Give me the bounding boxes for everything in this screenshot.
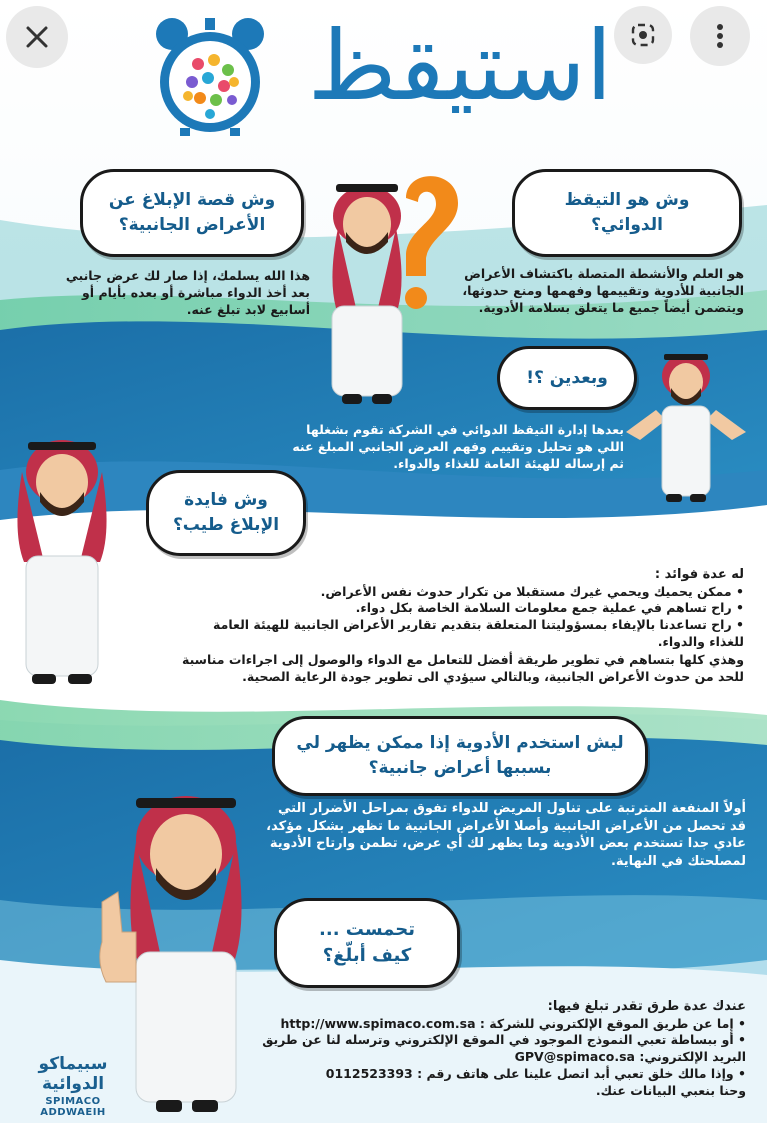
close-icon	[24, 24, 50, 50]
how-report-question-line2: كيف أبلّغ؟	[322, 945, 412, 966]
story-answer: هذا الله يسلمك، إذا صار لك عرض جانبي بعد أخذ الدواء مباشرة أو بعده بأيام أو أسابيع لابد تبلغ عنه.	[65, 268, 310, 317]
how-report-block	[236, 998, 746, 1100]
how-report-closing: وحنا بنعبي البيانات عنك.	[595, 1083, 746, 1099]
what-is-bubble	[512, 169, 742, 257]
how-report-intro: عندك عدة طرق تقدر تبلغ فيها:	[547, 999, 746, 1014]
benefit-list	[200, 584, 744, 652]
what-is-question-line1: وش هو التيقظ	[564, 190, 690, 211]
website-line: • إما عن طريق الموقع الإلكتروني للشركة : http://www.spimaco.com.sa	[280, 1015, 746, 1031]
close-button[interactable]	[6, 6, 68, 68]
form-line: • أو ببساطة تعبي النموذج الموجود في الموقع الإلكتروني وترسله لنا عن طريق البريد الإلكتروني: GPV@spimaco.sa	[262, 1032, 746, 1065]
then-answer: بعدها إدارة التيقظ الدوائي في الشركة تقوم بشغلها اللي هو تحليل وتقييم وفهم العرض الجانبي المبلغ عنه ثم إرساله للهيئة العامة للغذاء والدواء.	[292, 422, 624, 471]
website-link[interactable]: http://www.spimaco.com.sa	[280, 1015, 476, 1031]
form-label: أو ببساطة تعبي النموذج الموجود في الموقع الإلكتروني وترسله لنا عن طريق البريد الإلكتروني:	[262, 1032, 746, 1065]
why-use-question-line2: بسببها أعراض جانبية؟	[368, 758, 552, 778]
why-use-bubble	[272, 716, 648, 796]
list-item: • راح تساهم في عملية جمع معلومات السلامة الخاصة بكل دواء.	[200, 600, 744, 617]
list-item: • ممكن يحميك ويحمي غيرك مستقبلا من تكرار حدوث نفس الأعراض.	[200, 584, 744, 601]
brand-arabic: سبيماكو الدوائية	[38, 1054, 108, 1094]
brand-logo	[14, 1054, 132, 1118]
character-thinking-icon	[318, 158, 468, 408]
phone-label: وإذا مالك خلق تعبي أبد اتصل علينا على هاتف رقم :	[417, 1066, 734, 1082]
alarm-clock-icon	[150, 12, 270, 137]
what-is-question-line2: الدوائي؟	[591, 215, 663, 235]
how-report-question-line1: تحمست ...	[319, 918, 415, 940]
benefit-intro: له عدة فوائد :	[654, 567, 744, 582]
page-title: استيقظ	[307, 10, 613, 122]
benefit-question-line2: الإبلاغ طيب؟	[172, 515, 280, 535]
story-question-line2: الأعراض الجانبية؟	[118, 215, 266, 235]
how-report-bubble	[274, 898, 460, 988]
brand-latin: SPIMACO ADDWAEIH	[40, 1096, 106, 1118]
what-is-answer: هو العلم والأنشطة المتصلة باكتشاف الأعراض الجانبية للأدوية وتقييمها وفهمها ومنع حدوثها، ويتضمن أيضاً جميع ما يتعلق بسلامة الأدوية.	[462, 266, 744, 315]
phone-number[interactable]: 0112523393	[325, 1066, 413, 1082]
more-button[interactable]	[690, 6, 750, 66]
character-shrug-icon	[626, 340, 746, 510]
story-bubble	[80, 169, 304, 257]
benefit-list-block	[200, 566, 744, 651]
then-question: وبعدين ؟!	[526, 367, 608, 388]
benefit-closing: وهذي كلها بتساهم في تطوير طريقة أفضل للتعامل مع الدواء والوصول إلى اجراءات مناسبة للحد من حدوث الأعراض الجانبية، وبالتالي سيؤدي الى تطوير جودة الرعاية الصحية.	[182, 652, 744, 684]
more-vertical-icon	[716, 23, 724, 49]
list-item: • راح تساعدنا بالإيفاء بمسؤوليتنا المتعلقة بتقديم تقارير الأعراض الجانبية للهيئة العامة للغذاء والدواء.	[200, 617, 744, 651]
story-question-line1: وش قصة الإبلاغ عن	[108, 190, 276, 211]
character-chin-icon	[12, 432, 112, 692]
phone-line: • وإذا مالك خلق تعبي أبد اتصل علينا على هاتف رقم : 0112523393	[325, 1066, 746, 1082]
website-label: إما عن طريق الموقع الإلكتروني للشركة :	[479, 1015, 734, 1031]
why-use-question-line1: ليش استخدم الأدوية إذا ممكن يظهر لي	[296, 733, 624, 754]
benefit-question-line1: وش فايدة	[184, 490, 268, 511]
email-link[interactable]: GPV@spimaco.sa	[514, 1049, 635, 1065]
why-use-answer: أولاً المنفعة المترتبة على تناول المريض للدواء تفوق بمراحل الأضرار التي قد تحصل من الأعراض الجانبية وأصلا الأعراض الجانبية ما تظهر بشكل مؤكد، عادي جدا تستخدم بعض الأدوية وما يظهر لك أي عرض، تطمن وارتاح الأدوية لمصلحتك في النهاية.	[266, 801, 746, 869]
then-bubble	[497, 346, 637, 410]
benefit-bubble	[146, 470, 306, 556]
